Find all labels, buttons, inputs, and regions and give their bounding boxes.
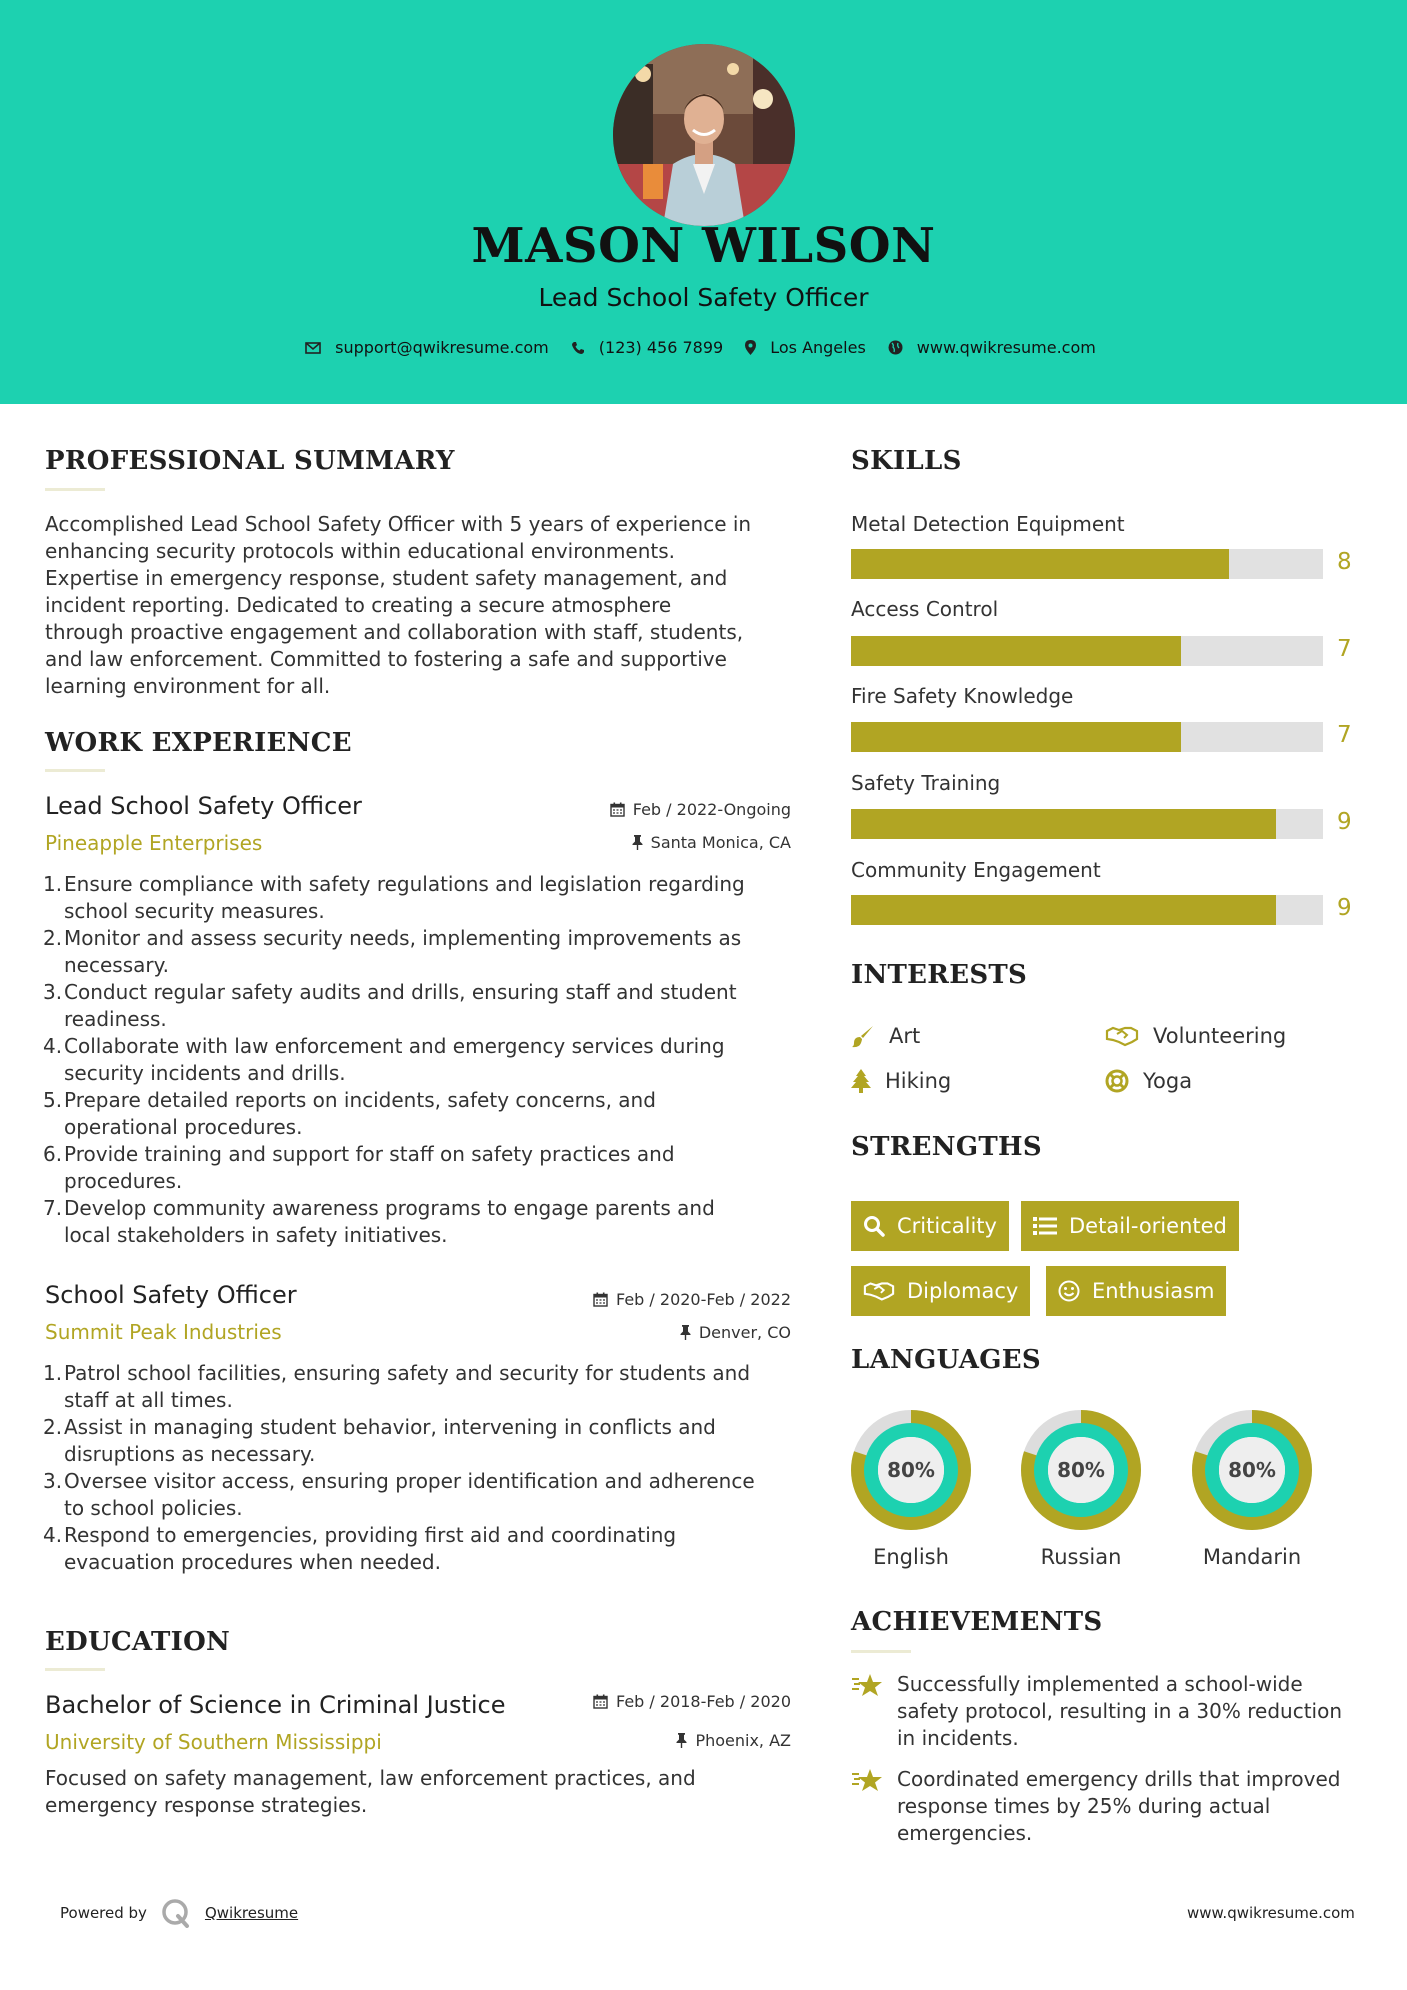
list-icon (1033, 1216, 1057, 1236)
skill-bar-fill (851, 636, 1181, 666)
education-location-text: Phoenix, AZ (695, 1731, 791, 1750)
skill-bar (851, 549, 1323, 579)
education-location (500, 1731, 791, 1750)
skill-rating: 9 (1337, 809, 1352, 835)
candidate-title: Lead School Safety Officer (538, 283, 869, 312)
interest-label: Volunteering (1153, 1024, 1287, 1048)
calendar-icon (610, 802, 625, 817)
school-name: University of Southern Mississippi (45, 1730, 382, 1754)
lifebuoy-icon (1105, 1069, 1129, 1093)
qwikresume-logo-icon (161, 1898, 191, 1928)
job-dates (500, 800, 791, 819)
language-gauge (849, 1408, 973, 1536)
summary-line: and law enforcement. Committed to fostering a safe and supportive (45, 647, 727, 671)
calendar-icon (593, 1694, 608, 1709)
award-star-icon (851, 1673, 883, 1699)
skill-bar-fill (851, 895, 1276, 925)
globe-icon (888, 340, 903, 355)
paintbrush-icon (851, 1024, 875, 1048)
interest-item (851, 1024, 920, 1048)
experience-heading: WORK EXPERIENCE (45, 728, 352, 758)
education-dates-text: Feb / 2018-Feb / 2020 (616, 1692, 791, 1711)
summary-underline (45, 488, 105, 491)
list-item: 7. Develop community awareness programs to engage parents and local stakeholders in safety initiatives. (43, 1196, 715, 1247)
skill-label: Community Engagement (851, 858, 1101, 882)
job-title: Lead School Safety Officer (45, 792, 362, 820)
summary-line: incident reporting. Dedicated to creating a secure atmosphere (45, 593, 672, 617)
job-dates-text: Feb / 2022-Ongoing (632, 800, 791, 819)
handshake-icon (1105, 1025, 1139, 1047)
language-ring (1190, 1408, 1314, 1532)
list-item: 1. Ensure compliance with safety regulations and legislation regarding school security measures. (43, 872, 745, 923)
language-percent: 80% (887, 1458, 935, 1482)
languages-heading: LANGUAGES (851, 1345, 1041, 1375)
experience-underline (45, 769, 105, 772)
language-label: English (873, 1545, 949, 1569)
job-location (500, 1323, 791, 1342)
website-text: www.qwikresume.com (916, 338, 1096, 357)
resume-header (0, 0, 1407, 404)
candidate-name: MASON WILSON (471, 218, 936, 274)
skill-rating: 7 (1337, 722, 1352, 748)
achievement-item: Coordinated emergency drills that improved response times by 25% during actual emergencies. (851, 1766, 1371, 1847)
job-location-text: Santa Monica, CA (650, 833, 791, 852)
powered-by-text: Powered by (60, 1904, 147, 1922)
job-dates-text: Feb / 2020-Feb / 2022 (616, 1290, 791, 1309)
interest-label: Yoga (1143, 1069, 1193, 1093)
list-item: 4. Collaborate with law enforcement and emergency services during security incidents and drills. (43, 1034, 725, 1085)
contact-bar (0, 338, 1407, 357)
pushpin-icon (676, 1733, 687, 1748)
map-pin-icon (745, 340, 756, 355)
strength-badge (1021, 1201, 1239, 1251)
list-item: 5. Prepare detailed reports on incidents, safety concerns, and operational procedures. (43, 1088, 656, 1139)
skill-bar (851, 809, 1323, 839)
contact-website[interactable] (888, 338, 1096, 357)
pushpin-icon (680, 1325, 691, 1340)
tree-icon (851, 1069, 871, 1093)
calendar-icon (593, 1292, 608, 1307)
education-description: Focused on safety management, law enforcement practices, and emergency response strategies. (45, 1766, 696, 1817)
language-percent: 80% (1057, 1458, 1105, 1482)
job-title: School Safety Officer (45, 1281, 297, 1309)
contact-phone[interactable] (571, 338, 723, 357)
job-company: Pineapple Enterprises (45, 831, 263, 855)
summary-text (45, 511, 805, 700)
summary-line: Expertise in emergency response, student safety management, and (45, 566, 728, 590)
skill-bar (851, 636, 1323, 666)
summary-line: learning environment for all. (45, 674, 331, 698)
phone-icon (571, 341, 585, 355)
skill-bar-fill (851, 549, 1229, 579)
skill-label: Metal Detection Equipment (851, 512, 1125, 536)
list-item: 2. Assist in managing student behavior, intervening in conflicts and disruptions as necessary. (43, 1415, 716, 1466)
summary-heading: PROFESSIONAL SUMMARY (45, 446, 455, 476)
location-text: Los Angeles (770, 338, 866, 357)
interest-item (1105, 1024, 1286, 1048)
job-duties-list (45, 871, 805, 1249)
skill-bar-fill (851, 809, 1276, 839)
interest-label: Hiking (885, 1069, 952, 1093)
achievements-heading: ACHIEVEMENTS (851, 1607, 1103, 1637)
smile-icon (1058, 1280, 1080, 1302)
strength-label: Detail-oriented (1069, 1214, 1227, 1238)
summary-line: enhancing security protocols within educational environments. (45, 539, 676, 563)
job-duties-list (45, 1360, 805, 1576)
brand-link[interactable]: Qwikresume (204, 1904, 299, 1922)
skill-bar (851, 722, 1323, 752)
degree-title: Bachelor of Science in Criminal Justice (45, 1691, 506, 1719)
job-dates (500, 1290, 791, 1309)
job-company: Summit Peak Industries (45, 1320, 282, 1344)
list-item: 2. Monitor and assess security needs, implementing improvements as necessary. (43, 926, 742, 977)
list-item: 3. Conduct regular safety audits and drills, ensuring staff and student readiness. (43, 980, 737, 1031)
interest-label: Art (889, 1024, 921, 1048)
phone-text: (123) 456 7899 (598, 338, 724, 357)
skill-rating: 8 (1337, 549, 1352, 575)
skill-bar (851, 895, 1323, 925)
handshake-icon (863, 1280, 895, 1302)
job-location (500, 833, 791, 852)
summary-line: Accomplished Lead School Safety Officer with 5 years of experience in (45, 512, 752, 536)
achievements-underline (851, 1650, 911, 1653)
skill-label: Access Control (851, 597, 999, 621)
language-label: Russian (1040, 1545, 1122, 1569)
list-item: 1. Patrol school facilities, ensuring safety and security for students and staff at all times. (43, 1361, 751, 1412)
language-gauge (1190, 1408, 1314, 1536)
award-star-icon (851, 1768, 883, 1794)
language-ring (849, 1408, 973, 1532)
strengths-heading: STRENGTHS (851, 1132, 1042, 1162)
language-percent: 80% (1228, 1458, 1276, 1482)
education-dates (500, 1692, 791, 1711)
skill-label: Safety Training (851, 771, 1001, 795)
education-heading: EDUCATION (45, 1627, 231, 1657)
contact-email[interactable] (305, 338, 549, 357)
email-text: support@qwikresume.com (335, 338, 549, 357)
skill-bar-fill (851, 722, 1181, 752)
strength-badge (851, 1266, 1030, 1316)
achievement-item: Successfully implemented a school-wide safety protocol, resulting in a 30% reduction in incidents. (851, 1671, 1371, 1752)
list-item: 6. Provide training and support for staff on safety practices and procedures. (43, 1142, 675, 1193)
footer-powered-by (60, 1898, 298, 1928)
search-icon (863, 1215, 885, 1237)
profile-photo (613, 44, 795, 226)
job-location-text: Denver, CO (698, 1323, 791, 1342)
strength-label: Criticality (897, 1214, 997, 1238)
skill-rating: 7 (1337, 636, 1352, 662)
education-underline (45, 1668, 105, 1671)
interest-item (1105, 1069, 1192, 1093)
language-label: Mandarin (1202, 1545, 1302, 1569)
skills-heading: SKILLS (851, 446, 962, 476)
strength-label: Diplomacy (907, 1279, 1019, 1303)
language-ring (1019, 1408, 1143, 1532)
list-item: 3. Oversee visitor access, ensuring proper identification and adherence to school policies. (43, 1469, 755, 1520)
contact-location (745, 338, 866, 357)
skill-label: Fire Safety Knowledge (851, 684, 1074, 708)
list-item: 4. Respond to emergencies, providing first aid and coordinating evacuation procedures when needed. (43, 1523, 677, 1574)
strength-label: Enthusiasm (1092, 1279, 1215, 1303)
strength-badge (851, 1201, 1009, 1251)
strength-badge (1046, 1266, 1226, 1316)
summary-line: through proactive engagement and collaboration with staff, students, (45, 620, 744, 644)
language-gauge (1019, 1408, 1143, 1536)
skill-rating: 9 (1337, 895, 1352, 921)
interest-item (851, 1069, 951, 1093)
interests-heading: INTERESTS (851, 960, 1028, 990)
envelope-icon (305, 342, 321, 354)
pushpin-icon (632, 835, 643, 850)
footer-website[interactable]: www.qwikresume.com (1187, 1904, 1355, 1922)
